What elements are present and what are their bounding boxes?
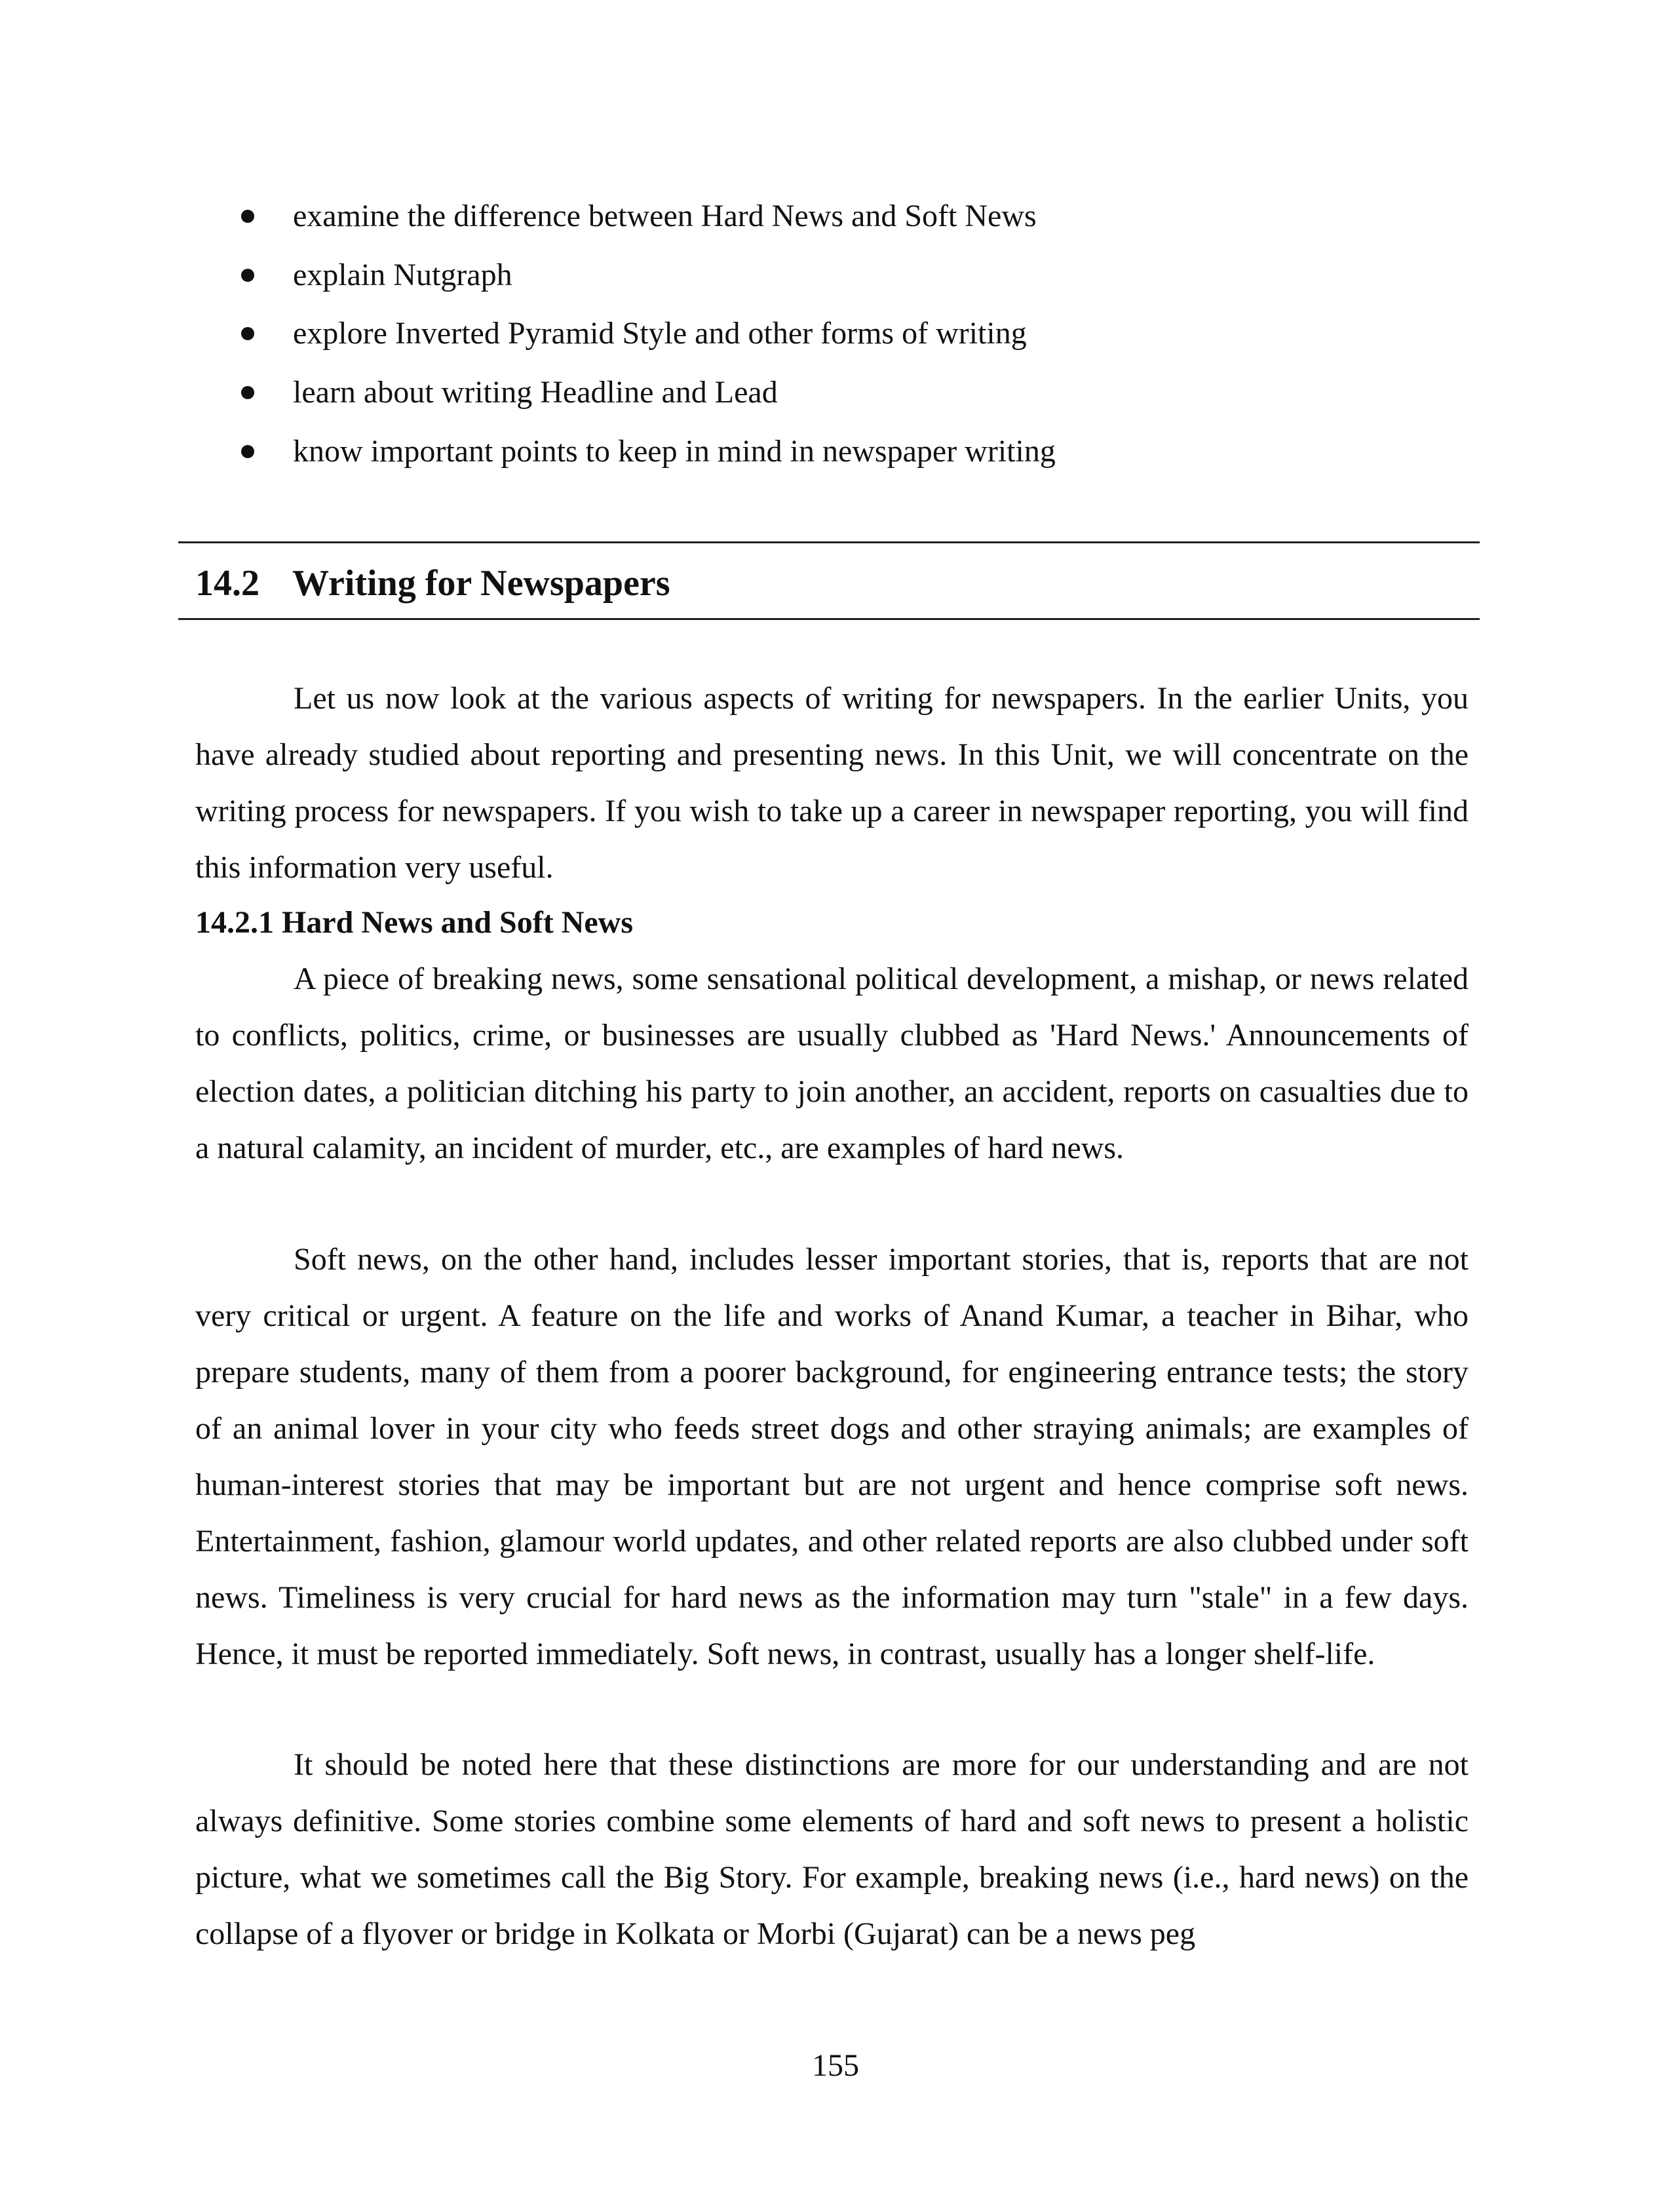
body-paragraph: Soft news, on the other hand, includes lesser important stories, that is, reports that are not very critical or urgent. A feature on the life and works of Anand Kumar, a teacher in Bihar, who prepare students, many of them from a poorer background, for engineering entrance tests; the story of an animal lover in your city who feeds street dogs and other straying animals; are examples of human-interest stories that may be important but are not urgent and hence comprise soft news. Entertainment, fashion, glamour world updates, and other related reports are also clubbed under soft news. Timeliness is very crucial for hard news as the information may turn "stale" in a few days. Hence, it must be reported immediately. Soft news, in contrast, usually has a longer shelf-life. <box>195 1242 1469 1671</box>
objective-text: explore Inverted Pyramid Style and other forms of writing <box>293 316 1027 351</box>
bullet-icon <box>241 327 254 340</box>
objective-text: examine the difference between Hard News and Soft News <box>293 199 1037 233</box>
section-bottom-rule <box>178 618 1480 620</box>
subsection-heading: 14.2.1 Hard News and Soft News <box>195 905 634 940</box>
bullet-icon <box>241 445 254 458</box>
body-paragraph: A piece of breaking news, some sensational political development, a mishap, or news related to conflicts, politics, crime, or businesses are usually clubbed as 'Hard News.' Announcements of election dates, a politician ditching his party to join another, an accident, reports on casualties due to a natural calamity, an incident of murder, etc., are examples of hard news. <box>195 961 1469 1165</box>
section-heading <box>195 560 670 606</box>
objective-text: know important points to keep in mind in newspaper writing <box>293 434 1056 469</box>
objective-text: learn about writing Headline and Lead <box>293 375 778 410</box>
section-title: Writing for Newspapers <box>292 563 670 604</box>
bullet-icon <box>241 386 254 399</box>
bullet-icon <box>241 210 254 223</box>
section-number: 14.2 <box>195 563 259 604</box>
body-paragraph: It should be noted here that these distinctions are more for our understanding and are not always definitive. Some stories combine some elements of hard and soft news to present a holistic picture, what we sometimes call the Big Story. For example, breaking news (i.e., hard news) on the collapse of a flyover or bridge in Kolkata or Morbi (Gujarat) can be a news peg <box>195 1747 1469 1951</box>
intro-paragraph: Let us now look at the various aspects of writing for newspapers. In the earlier Units, you have already studied about reporting and presenting news. In this Unit, we will concentrate on the writing process for newspapers. If you wish to take up a career in newspaper reporting, you will find this information very useful. <box>195 681 1469 885</box>
page-number: 155 <box>812 2048 859 2083</box>
bullet-icon <box>241 269 254 282</box>
objective-text: explain Nutgraph <box>293 258 512 292</box>
section-top-rule <box>178 541 1480 543</box>
